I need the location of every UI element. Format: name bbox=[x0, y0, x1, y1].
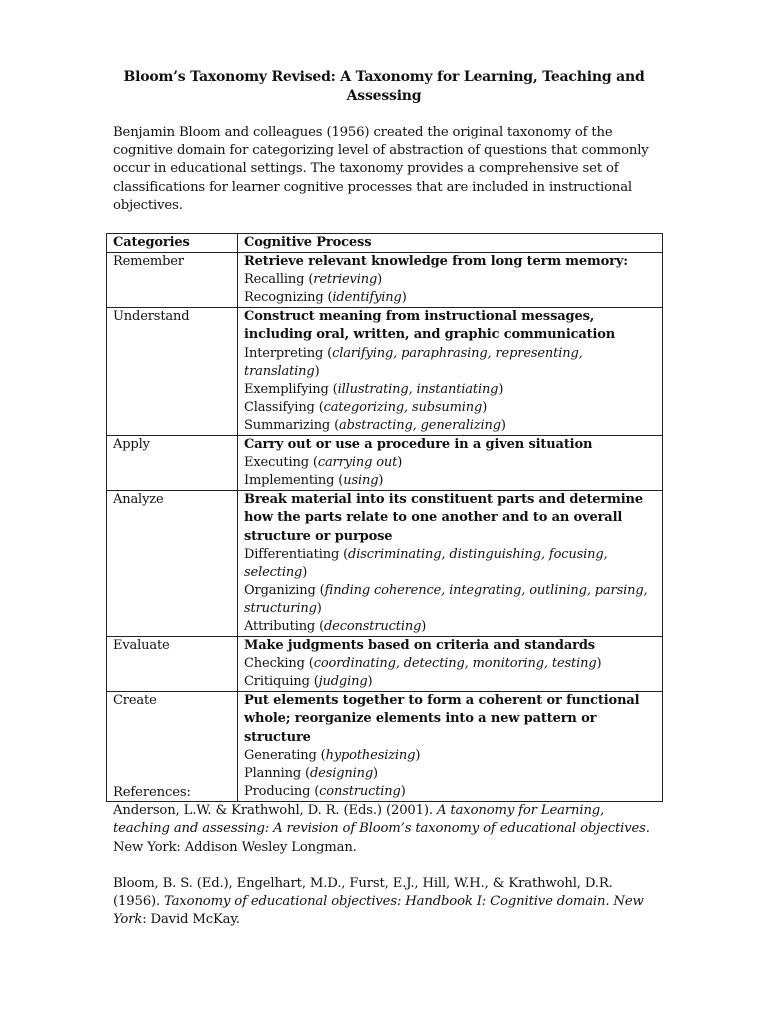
category-cell: Evaluate bbox=[107, 637, 238, 692]
references-heading: References: bbox=[113, 785, 191, 800]
document-title: Bloom’s Taxonomy Revised: A Taxonomy for Learning, Teaching and Assessing bbox=[123, 69, 645, 104]
category-definition: Construct meaning from instructional messages, including oral, written, and graphic communication bbox=[244, 309, 616, 343]
process-name: Checking bbox=[244, 656, 305, 672]
table-row bbox=[107, 491, 663, 637]
table-body bbox=[107, 253, 663, 802]
process-item: Exemplifying (illustrating, instantiating) bbox=[244, 381, 504, 397]
category-definition: Carry out or use a procedure in a given situation bbox=[244, 437, 593, 453]
process-name: Implementing bbox=[244, 473, 335, 489]
process-item: Recalling (retrieving) bbox=[244, 272, 383, 288]
category-definition: Make judgments based on criteria and standards bbox=[244, 638, 595, 654]
process-item: Differentiating (discriminating, distinguishing, focusing, selecting) bbox=[244, 546, 608, 580]
table-row bbox=[107, 637, 663, 692]
reference-item bbox=[113, 802, 658, 857]
taxonomy-table bbox=[106, 233, 663, 802]
category-cell: Remember bbox=[107, 253, 238, 308]
process-name: Producing bbox=[244, 783, 311, 799]
process-examples: using bbox=[343, 473, 379, 489]
category-cell: Apply bbox=[107, 436, 238, 491]
process-name: Attributing bbox=[244, 618, 316, 634]
process-examples: retrieving bbox=[313, 272, 378, 288]
process-item: Generating (hypothesizing) bbox=[244, 747, 421, 763]
cognitive-process-cell bbox=[238, 308, 663, 436]
category-definition: Put elements together to form a coherent or functional whole; reorganize elements into a new pattern or structure bbox=[244, 693, 640, 745]
process-name: Executing bbox=[244, 455, 309, 471]
process-name: Organizing bbox=[244, 582, 316, 598]
process-item: Critiquing (judging) bbox=[244, 674, 373, 690]
table-row bbox=[107, 308, 663, 436]
references-section bbox=[113, 784, 658, 929]
process-name: Planning bbox=[244, 765, 302, 781]
cognitive-process-cell bbox=[238, 637, 663, 692]
process-name: Exemplifying bbox=[244, 381, 329, 397]
table-row bbox=[107, 436, 663, 491]
process-item: Executing (carrying out) bbox=[244, 455, 403, 471]
process-item: Summarizing (abstracting, generalizing) bbox=[244, 417, 506, 433]
table-row bbox=[107, 253, 663, 308]
process-examples: designing bbox=[309, 765, 374, 781]
reference-publisher: New York: Addison Wesley Longman. bbox=[113, 839, 357, 855]
cognitive-process-cell bbox=[238, 491, 663, 637]
process-name: Recognizing bbox=[244, 290, 324, 306]
process-name: Summarizing bbox=[244, 417, 331, 433]
process-examples: finding coherence, integrating, outlining, parsing, structuring bbox=[244, 582, 648, 616]
cognitive-process-cell bbox=[238, 436, 663, 491]
process-item: Attributing (deconstructing) bbox=[244, 618, 427, 634]
process-name: Differentiating bbox=[244, 546, 340, 562]
process-examples: judging bbox=[318, 674, 368, 690]
process-examples: coordinating, detecting, monitoring, testing bbox=[313, 656, 597, 672]
process-name: Recalling bbox=[244, 272, 305, 288]
process-examples: constructing bbox=[319, 783, 401, 799]
process-examples: deconstructing bbox=[324, 618, 422, 634]
table-header-row bbox=[107, 234, 663, 253]
process-examples: categorizing, subsuming bbox=[323, 399, 483, 415]
process-examples: hypothesizing bbox=[325, 747, 416, 763]
process-name: Critiquing bbox=[244, 674, 310, 690]
category-cell: Analyze bbox=[107, 491, 238, 637]
process-name: Classifying bbox=[244, 399, 315, 415]
reference-authors: Bloom, B. S. (Ed.), Engelhart, M.D., Furst, E.J., Hill, W.H., & Krathwohl, D.R. (1956). bbox=[113, 875, 613, 910]
reference-authors: Anderson, L.W. & Krathwohl, D. R. (Eds.) (2001). bbox=[113, 803, 433, 819]
cognitive-process-cell bbox=[238, 253, 663, 308]
process-name: Generating bbox=[244, 747, 317, 763]
category-definition: Break material into its constituent parts and determine how the parts relate to one another and to an overall structure or purpose bbox=[244, 492, 643, 544]
process-examples: identifying bbox=[332, 290, 402, 306]
reference-publisher: : David McKay. bbox=[142, 912, 240, 928]
process-item: Implementing (using) bbox=[244, 473, 384, 489]
process-examples: illustrating, instantiating bbox=[337, 381, 499, 397]
process-item: Organizing (finding coherence, integrating, outlining, parsing, structuring) bbox=[244, 582, 648, 616]
category-cell: Create bbox=[107, 692, 238, 802]
process-item: Interpreting (clarifying, paraphrasing, representing, translating) bbox=[244, 345, 583, 379]
reference-title: Taxonomy of educational objectives: Handbook I: Cognitive domain. New York bbox=[113, 894, 644, 928]
reference-item bbox=[113, 875, 658, 930]
process-examples: discriminating, distinguishing, focusing, selecting bbox=[244, 546, 608, 580]
category-cell: Understand bbox=[107, 308, 238, 436]
process-examples: carrying out bbox=[317, 455, 398, 471]
process-item: Classifying (categorizing, subsuming) bbox=[244, 399, 488, 415]
process-item: Checking (coordinating, detecting, monitoring, testing) bbox=[244, 656, 602, 672]
process-item: Recognizing (identifying) bbox=[244, 290, 407, 306]
process-item: Producing (constructing) bbox=[244, 783, 406, 799]
process-examples: clarifying, paraphrasing, representing, translating bbox=[244, 345, 583, 379]
header-cognitive-process: Cognitive Process bbox=[238, 234, 663, 253]
header-categories: Categories bbox=[107, 234, 238, 253]
intro-paragraph: Benjamin Bloom and colleagues (1956) created the original taxonomy of the cognitive domain for categorizing level of abstraction of questions that commonly occur in educational settings. The taxonomy provides a comprehensive set of classifications for learner cognitive processes that are included in instructional objectives. bbox=[113, 125, 649, 213]
process-examples: abstracting, generalizing bbox=[339, 417, 501, 433]
process-item: Planning (designing) bbox=[244, 765, 378, 781]
process-name: Interpreting bbox=[244, 345, 324, 361]
category-definition: Retrieve relevant knowledge from long term memory: bbox=[244, 254, 628, 270]
reference-title: A taxonomy for Learning, teaching and assessing: A revision of Bloom’s taxonomy of educational objectives. bbox=[113, 803, 650, 837]
